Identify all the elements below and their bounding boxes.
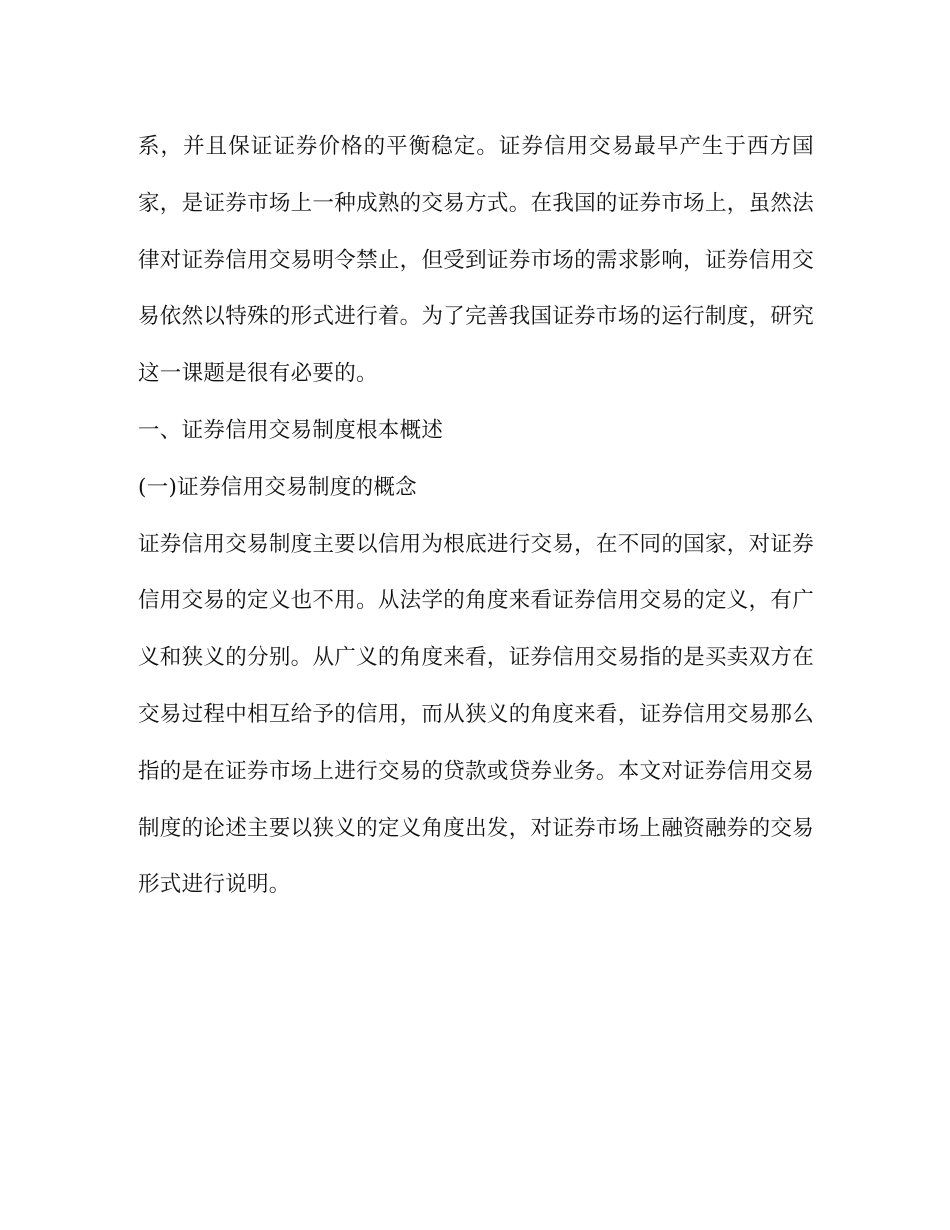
text-line-14: 形式进行说明。 — [138, 872, 291, 898]
text-line-2: 家，是证券市场上一种成熟的交易方式。在我国的证券市场上，虽然法 — [138, 190, 814, 216]
text-line-10: 义和狭义的分别。从广义的角度来看，证券信用交易指的是买卖双方在 — [138, 645, 814, 671]
text-line-3: 律对证券信用交易明令禁止，但受到证券市场的需求影响，证券信用交 — [138, 247, 814, 273]
text-line-8: 证券信用交易制度主要以信用为根底进行交易，在不同的国家，对证券 — [138, 531, 814, 557]
text-line-11: 交易过程中相互给予的信用，而从狭义的角度来看，证券信用交易那么 — [138, 701, 814, 727]
text-line-12: 指的是在证券市场上进行交易的贷款或贷券业务。本文对证券信用交易 — [138, 758, 814, 784]
text-line-4: 易依然以特殊的形式进行着。为了完善我国证券市场的运行制度，研究 — [138, 304, 814, 330]
section-heading: 一、证券信用交易制度根本概述 — [138, 417, 444, 443]
subsection-heading: (一)证券信用交易制度的概念 — [138, 474, 417, 500]
text-line-9: 信用交易的定义也不用。从法学的角度来看证券信用交易的定义，有广 — [138, 588, 814, 614]
text-line-13: 制度的论述主要以狭义的定义角度出发，对证券市场上融资融券的交易 — [138, 815, 814, 841]
body-text — [138, 119, 814, 914]
text-line-5: 这一课题是很有必要的。 — [138, 361, 378, 387]
text-line-1: 系，并且保证证券价格的平衡稳定。证券信用交易最早产生于西方国 — [138, 134, 814, 159]
